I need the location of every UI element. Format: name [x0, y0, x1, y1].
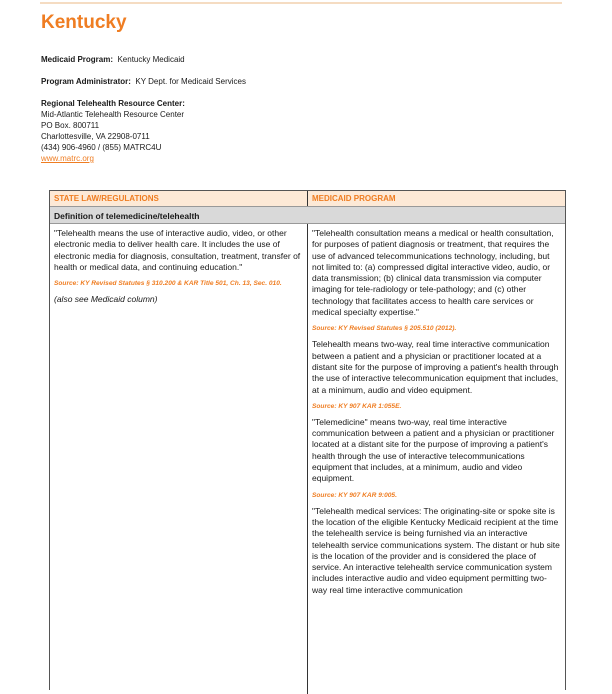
rtrc-label: Regional Telehealth Resource Center: — [41, 99, 185, 108]
state-law-cell — [50, 224, 308, 694]
rtrc-website-link[interactable]: www.matrc.org — [41, 154, 94, 163]
medicaid-source-3: Source: KY 907 KAR 9:005. — [312, 491, 397, 499]
medicaid-program-cell — [308, 224, 565, 694]
rtrc-info — [41, 98, 185, 164]
medicaid-definition-2: Telehealth means two-way, real time interactive communication between a patient and a physician or practitioner located at a distant site for the purpose of improving a patient's health through the use of interactive telecommunication equipment that includes, at a minimum, audio and video equipment. — [312, 339, 559, 395]
medicaid-source-1: Source: KY Revised Statutes § 205.510 (2012). — [312, 325, 457, 333]
medicaid-program-label: Medicaid Program: — [41, 55, 114, 64]
header-state-law: STATE LAW/REGULATIONS — [50, 191, 308, 206]
program-administrator-info — [41, 76, 246, 87]
medicaid-program-info — [41, 54, 185, 65]
medicaid-definition-3: "Telemedicine" means two-way, real time interactive communication between a patient and a physician or practitioner located at a distant site for the purpose of improving a patient's health through the use of interactive telecommunications equipment that includes, at a minimum, audio and video equipment. — [312, 416, 555, 484]
rtrc-name: Mid-Atlantic Telehealth Resource Center — [41, 110, 185, 119]
rtrc-city: Charlottesville, VA 22908-0711 — [41, 132, 150, 141]
state-law-source: Source: KY Revised Statutes § 310.200 & KAR Title 501, Ch. 13, Sec. 010. — [54, 280, 282, 288]
telehealth-policy-table — [49, 190, 566, 690]
rtrc-phone: (434) 906-4960 / (855) MATRC4U — [41, 143, 162, 152]
medicaid-definition-4: "Telehealth medical services: The originating-site or spoke site is the location of the eligible Kentucky Medicaid recipient at the time the telehealth service is being furnished via an interactive telehealth service communications system. The distant or hub site is the location of the provider and is considered the place of service. An interactive telehealth service communication system includes interactive audio and video equipment permitting two-way real time interactive communication — [312, 505, 560, 595]
table-header-row — [50, 191, 565, 207]
header-medicaid-program: MEDICAID PROGRAM — [312, 194, 396, 203]
medicaid-source-2: Source: KY 907 KAR 1:055E. — [312, 402, 402, 410]
rtrc-po-box: PO Box. 800711 — [41, 121, 100, 130]
top-rule — [40, 2, 562, 4]
page-title: Kentucky — [41, 12, 127, 33]
state-law-note: (also see Medicaid column) — [54, 294, 158, 305]
section-heading: Definition of telemedicine/telehealth — [50, 207, 565, 224]
medicaid-definition-1: "Telehealth consultation means a medical or health consultation, for purposes of patient diagnosis or treatment, that requires the use of advanced telecommunications technology, including, but not limited to: (a) compressed digital interactive video, audio, or data transmission; (b) clinical data transmission via computer imaging for tele-radiology or tele-pathology; and (c) other technology that facilitates access to health care services or medical specialty expertise." — [312, 228, 554, 318]
program-administrator-label: Program Administrator: — [41, 77, 131, 86]
state-law-definition: "Telehealth means the use of interactive audio, video, or other electronic media to deliver health care. It includes the use of electronic media for diagnosis, consultation, treatment, transfer of health or medical data, and continuing education." — [54, 228, 301, 272]
medicaid-program-value: Kentucky Medicaid — [117, 55, 185, 64]
program-administrator-value: KY Dept. for Medicaid Services — [135, 77, 246, 86]
table-row — [50, 224, 565, 694]
